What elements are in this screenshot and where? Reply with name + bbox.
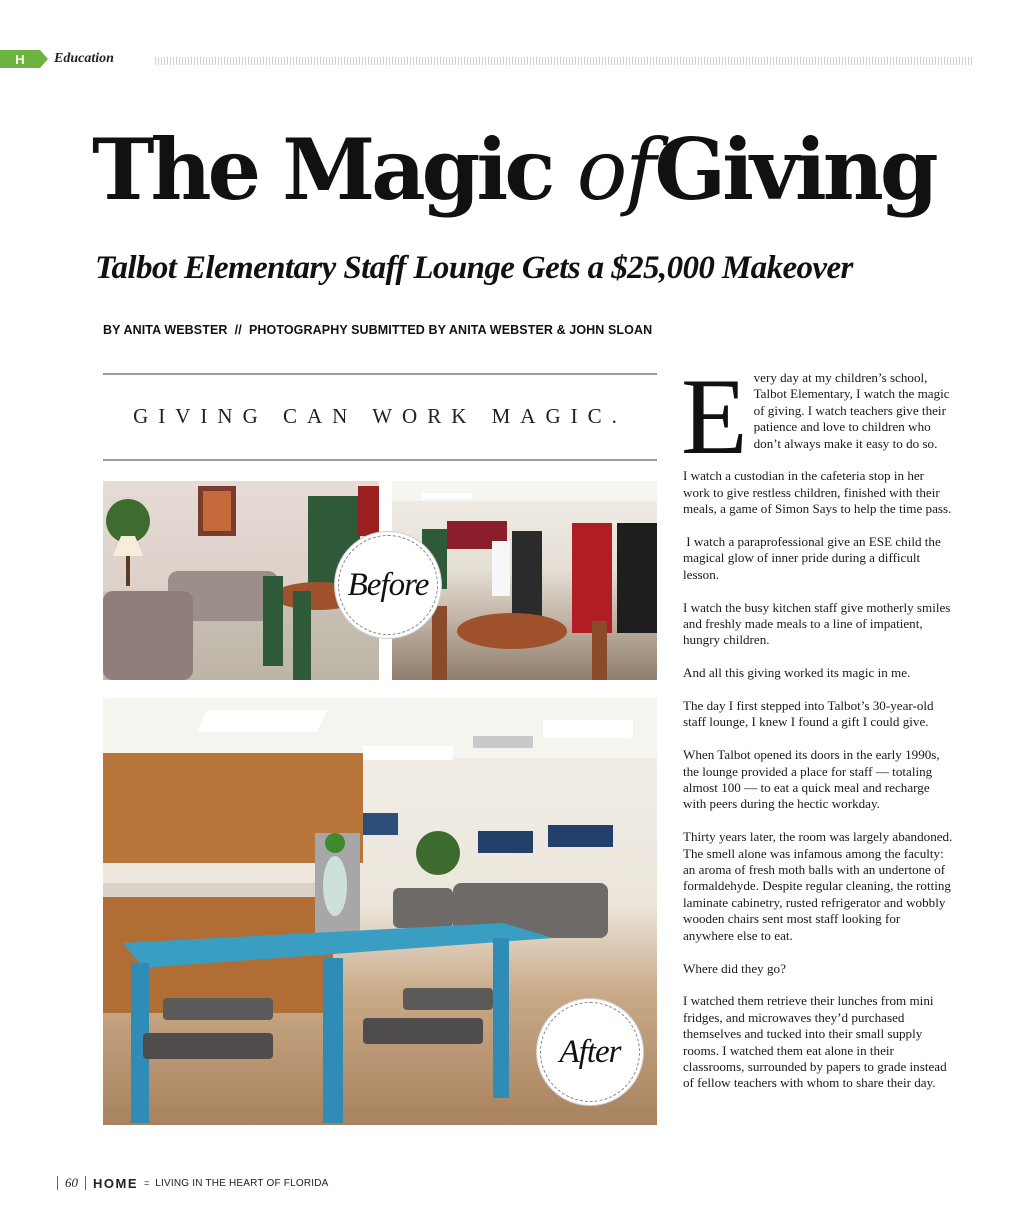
header-rule [155, 57, 973, 65]
pull-quote-rule-bottom [103, 459, 657, 461]
body-paragraph [681, 356, 953, 477]
footer-divider [57, 1176, 58, 1190]
after-badge: After [540, 1002, 640, 1102]
body-paragraph: I watch a paraprofessional give an ESE child the magical glow of inner pride during a difficult lesson. [683, 534, 945, 582]
body-paragraph: When Talbot opened its doors in the early 1990s, the lounge provided a place for staff — totaling almost 100 — to eat a quick meal and recharge with peers during the hectic workday. [683, 747, 940, 812]
section-letter-badge: H [0, 50, 40, 68]
magazine-brand: HOME [93, 1175, 138, 1191]
pull-quote: GIVING CAN WORK MAGIC. [133, 404, 627, 428]
body-paragraph: I watched them retrieve their lunches from mini fridges, and microwaves they’d purchased themselves and tucked into their small supply rooms. I watched them eat alone in their classrooms, surrounded by papers to grade instead of fellow teachers with whom to share their day. [683, 993, 947, 1091]
body-paragraph: I watch the busy kitchen staff give motherly smiles and freshly made meals to a line of impatient, hungry children. [683, 599, 951, 648]
body-paragraph-text: very day at my children’s school, Talbot Elementary, I watch the magic of giving. I watch teachers give their patience and love to children who don’t always make it easy to do so. [753, 370, 950, 451]
magazine-tagline: LIVING IN THE HEART OF FLORIDA [155, 1177, 329, 1189]
article-body [681, 356, 953, 1108]
title-part-1: The Magic [92, 120, 577, 219]
title-of: of [576, 121, 655, 219]
page-number: 60 [65, 1175, 78, 1190]
section-tab [0, 50, 114, 68]
byline: BY ANITA WEBSTER // PHOTOGRAPHY SUBMITTED BY ANITA WEBSTER & JOHN SLOAN [103, 323, 653, 337]
body-paragraph: And all this giving worked its magic in me. [683, 665, 911, 681]
before-badge: Before [338, 535, 438, 635]
title-part-2: Giving [654, 120, 935, 219]
pull-quote-rule-top [103, 373, 657, 375]
body-paragraph: I watch a custodian in the cafeteria stop in her work to give restless children, finished with their meals, a game of Simon Says to help the time pass. [683, 468, 952, 517]
page-footer [50, 1175, 329, 1191]
article-subtitle: Talbot Elementary Staff Lounge Gets a $25,000 Makeover [95, 250, 853, 286]
section-label: Education [54, 51, 114, 66]
article-title [92, 120, 935, 219]
body-paragraph: Where did they go? [683, 960, 786, 976]
drop-cap: E [681, 356, 748, 477]
footer-divider [85, 1176, 86, 1190]
footer-separator: = [144, 1178, 150, 1188]
body-paragraph: Thirty years later, the room was largely abandoned. The smell alone was infamous among the faculty: an aroma of fresh moth balls with an undertone of formaldehyde. Despite regular cleaning, the rotting laminate cabinetry, rusted refrigerator and wobbly wooden chairs sent most staff looking for anywhere else to eat. [683, 829, 953, 943]
body-paragraph: The day I first stepped into Talbot’s 30-year-old staff lounge, I knew I found a gift I could give. [683, 698, 934, 730]
